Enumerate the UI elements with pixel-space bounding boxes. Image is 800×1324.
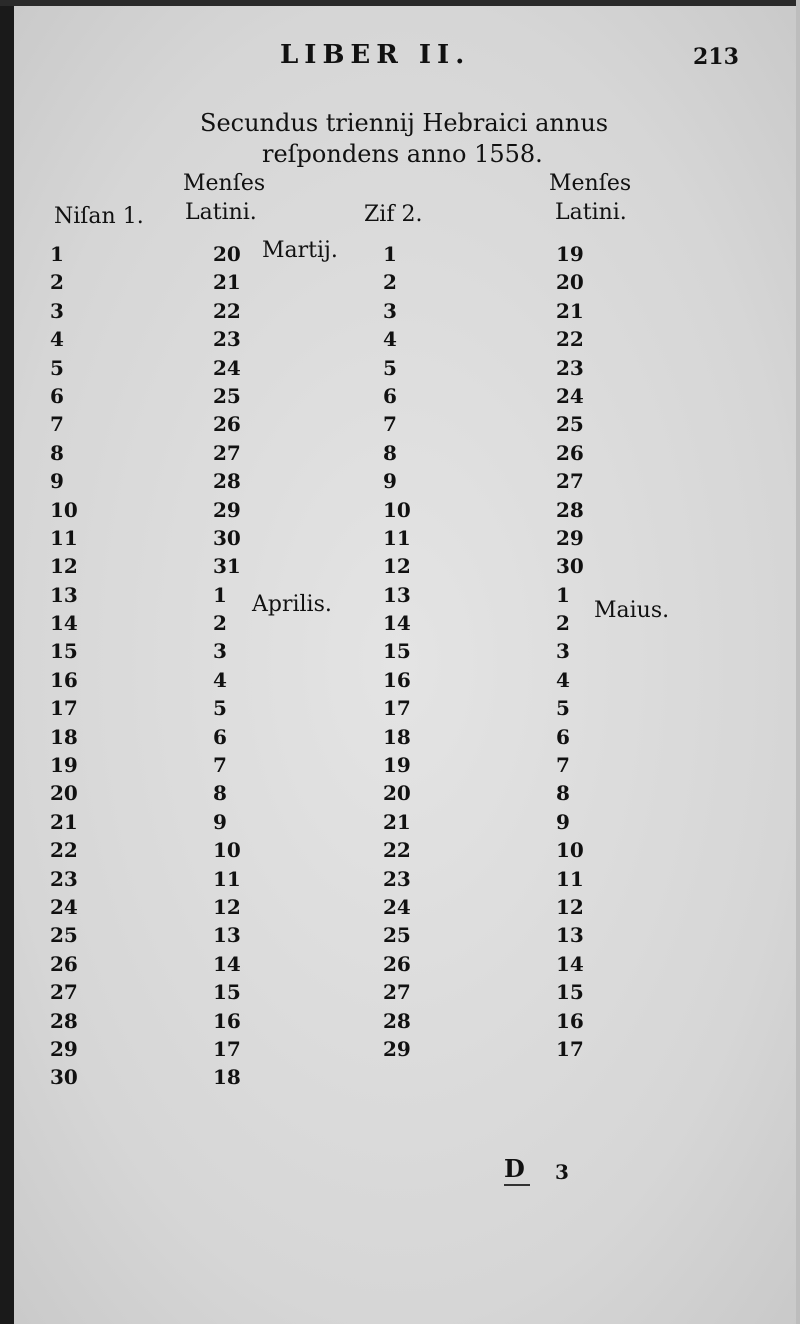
- latini2-cell: 30: [556, 554, 584, 579]
- latini1-cell: 15: [213, 980, 241, 1005]
- latini2-cell: 17: [556, 1036, 584, 1061]
- ziff-cell: 7: [383, 412, 397, 437]
- month-label-maius: Maius.: [594, 598, 670, 623]
- nisan-day-column: [50, 240, 78, 1092]
- latini2-cell: 9: [556, 809, 570, 834]
- latini2-cell: 27: [556, 469, 584, 494]
- ziff-cell: 22: [383, 838, 411, 863]
- latini1-cell: 14: [213, 951, 241, 976]
- nisan-cell: 11: [50, 525, 78, 550]
- nisan-cell: 22: [50, 838, 78, 863]
- nisan-cell: 25: [50, 923, 78, 948]
- latini1-cell: 10: [213, 838, 241, 863]
- nisan-cell: 17: [50, 696, 78, 721]
- latini1-day-column: [213, 240, 241, 1092]
- nisan-cell: 2: [50, 270, 64, 295]
- latini1-cell: 4: [213, 667, 227, 692]
- latini2-cell: 16: [556, 1008, 584, 1033]
- ziff-cell: 9: [383, 469, 397, 494]
- ziff-cell: 4: [383, 327, 397, 352]
- nisan-cell: 3: [50, 298, 64, 323]
- ziff-cell: 12: [383, 554, 411, 579]
- nisan-cell: 27: [50, 980, 78, 1005]
- latini1-cell: 17: [213, 1036, 241, 1061]
- nisan-cell: 6: [50, 383, 64, 408]
- ziff-cell: 13: [383, 582, 411, 607]
- nisan-cell: 5: [50, 355, 64, 380]
- latini1-cell: 25: [213, 383, 241, 408]
- latini-column-header-1-line1: Menſes: [183, 171, 266, 196]
- nisan-cell: 23: [50, 866, 78, 891]
- latini-column-header-2-line1: Menſes: [549, 171, 632, 196]
- ziff-day-column: [383, 240, 411, 1063]
- ziff-cell: 11: [383, 525, 411, 550]
- ziff-cell: 18: [383, 724, 411, 749]
- latini1-cell: 6: [213, 724, 227, 749]
- latini1-cell: 28: [213, 469, 241, 494]
- latini2-cell: 24: [556, 383, 584, 408]
- latini1-cell: 23: [213, 327, 241, 352]
- latini2-cell: 7: [556, 753, 570, 778]
- latini2-cell: 11: [556, 866, 584, 891]
- ziff-cell: 29: [383, 1036, 411, 1061]
- nisan-cell: 13: [50, 582, 78, 607]
- latini2-cell: 22: [556, 327, 584, 352]
- latini2-cell: 4: [556, 667, 570, 692]
- nisan-cell: 10: [50, 497, 78, 522]
- ziff-cell: 8: [383, 440, 397, 465]
- latini-column-header-2-line2: Latini.: [555, 200, 627, 225]
- page-gutter-shadow: [0, 0, 14, 1324]
- ziff-cell: 1: [383, 242, 397, 266]
- latini1-cell: 24: [213, 355, 241, 380]
- latini1-cell: 8: [213, 781, 227, 806]
- nisan-cell: 8: [50, 440, 64, 465]
- signature-letter: D: [504, 1154, 525, 1183]
- ziff-cell: 27: [383, 980, 411, 1005]
- signature-underline: [504, 1184, 530, 1186]
- latini1-cell: 11: [213, 866, 241, 891]
- latini2-cell: 19: [556, 242, 584, 266]
- ziff-cell: 19: [383, 753, 411, 778]
- ziff-cell: 28: [383, 1008, 411, 1033]
- nisan-cell: 1: [50, 242, 64, 266]
- nisan-cell: 24: [50, 894, 78, 919]
- nisan-cell: 18: [50, 724, 78, 749]
- ziff-cell: 17: [383, 696, 411, 721]
- latini1-cell: 21: [213, 270, 241, 295]
- latini2-cell: 23: [556, 355, 584, 380]
- nisan-cell: 9: [50, 469, 64, 494]
- latini2-cell: 2: [556, 611, 570, 636]
- nisan-cell: 16: [50, 667, 78, 692]
- latini1-cell: 1: [213, 582, 227, 607]
- table-subtitle: reſpondens anno 1558.: [262, 140, 543, 168]
- nisan-cell: 7: [50, 412, 64, 437]
- latini2-cell: 14: [556, 951, 584, 976]
- latini2-cell: 8: [556, 781, 570, 806]
- ziff-column-header: Zif 2.: [364, 202, 423, 227]
- ziff-cell: 20: [383, 781, 411, 806]
- latini1-cell: 2: [213, 611, 227, 636]
- nisan-cell: 4: [50, 327, 64, 352]
- latini1-cell: 31: [213, 554, 241, 579]
- latini2-cell: 3: [556, 639, 570, 664]
- latini2-cell: 12: [556, 894, 584, 919]
- page-right-edge: [796, 0, 800, 1324]
- running-head: LIBER II.: [280, 40, 471, 70]
- latini2-cell: 25: [556, 412, 584, 437]
- ziff-cell: 15: [383, 639, 411, 664]
- nisan-cell: 30: [50, 1065, 78, 1090]
- ziff-cell: 23: [383, 866, 411, 891]
- nisan-cell: 14: [50, 611, 78, 636]
- latini1-cell: 22: [213, 298, 241, 323]
- ziff-cell: 16: [383, 667, 411, 692]
- latini2-cell: 29: [556, 525, 584, 550]
- latini1-cell: 26: [213, 412, 241, 437]
- ziff-cell: 21: [383, 809, 411, 834]
- nisan-cell: 28: [50, 1008, 78, 1033]
- latini2-cell: 5: [556, 696, 570, 721]
- latini1-cell: 16: [213, 1008, 241, 1033]
- month-label-aprilis: Aprilis.: [252, 592, 332, 617]
- latini1-cell: 20: [213, 242, 241, 266]
- latini1-cell: 29: [213, 497, 241, 522]
- page-top-edge: [0, 0, 800, 6]
- latini1-cell: 27: [213, 440, 241, 465]
- ziff-cell: 6: [383, 383, 397, 408]
- ziff-cell: 3: [383, 298, 397, 323]
- nisan-cell: 21: [50, 809, 78, 834]
- ziff-cell: 5: [383, 355, 397, 380]
- latini2-cell: 1: [556, 582, 570, 607]
- latini2-cell: 10: [556, 838, 584, 863]
- ziff-cell: 26: [383, 951, 411, 976]
- latini2-cell: 13: [556, 923, 584, 948]
- nisan-cell: 12: [50, 554, 78, 579]
- nisan-cell: 15: [50, 639, 78, 664]
- table-title: Secundus triennij Hebraici annus: [200, 109, 609, 137]
- ziff-cell: 10: [383, 497, 411, 522]
- latini1-cell: 18: [213, 1065, 241, 1090]
- nisan-cell: 29: [50, 1036, 78, 1061]
- latini1-cell: 7: [213, 753, 227, 778]
- nisan-cell: 20: [50, 781, 78, 806]
- ziff-cell: 25: [383, 923, 411, 948]
- nisan-cell: 19: [50, 753, 78, 778]
- ziff-cell: 24: [383, 894, 411, 919]
- page-number: 213: [693, 44, 739, 70]
- latini1-cell: 9: [213, 809, 227, 834]
- month-label-martij: Martij.: [262, 238, 338, 263]
- latini1-cell: 30: [213, 525, 241, 550]
- latini1-cell: 3: [213, 639, 227, 664]
- latini2-cell: 20: [556, 270, 584, 295]
- latini-column-header-1-line2: Latini.: [185, 200, 257, 225]
- nisan-cell: 26: [50, 951, 78, 976]
- latini2-cell: 15: [556, 980, 584, 1005]
- latini2-day-column: [556, 240, 584, 1063]
- latini2-cell: 21: [556, 298, 584, 323]
- latini1-cell: 13: [213, 923, 241, 948]
- latini1-cell: 12: [213, 894, 241, 919]
- latini2-cell: 6: [556, 724, 570, 749]
- latini2-cell: 26: [556, 440, 584, 465]
- ziff-cell: 14: [383, 611, 411, 636]
- nisan-column-header: Niſan 1.: [54, 204, 144, 229]
- signature-number: 3: [555, 1160, 569, 1184]
- ziff-cell: 2: [383, 270, 397, 295]
- latini2-cell: 28: [556, 497, 584, 522]
- latini1-cell: 5: [213, 696, 227, 721]
